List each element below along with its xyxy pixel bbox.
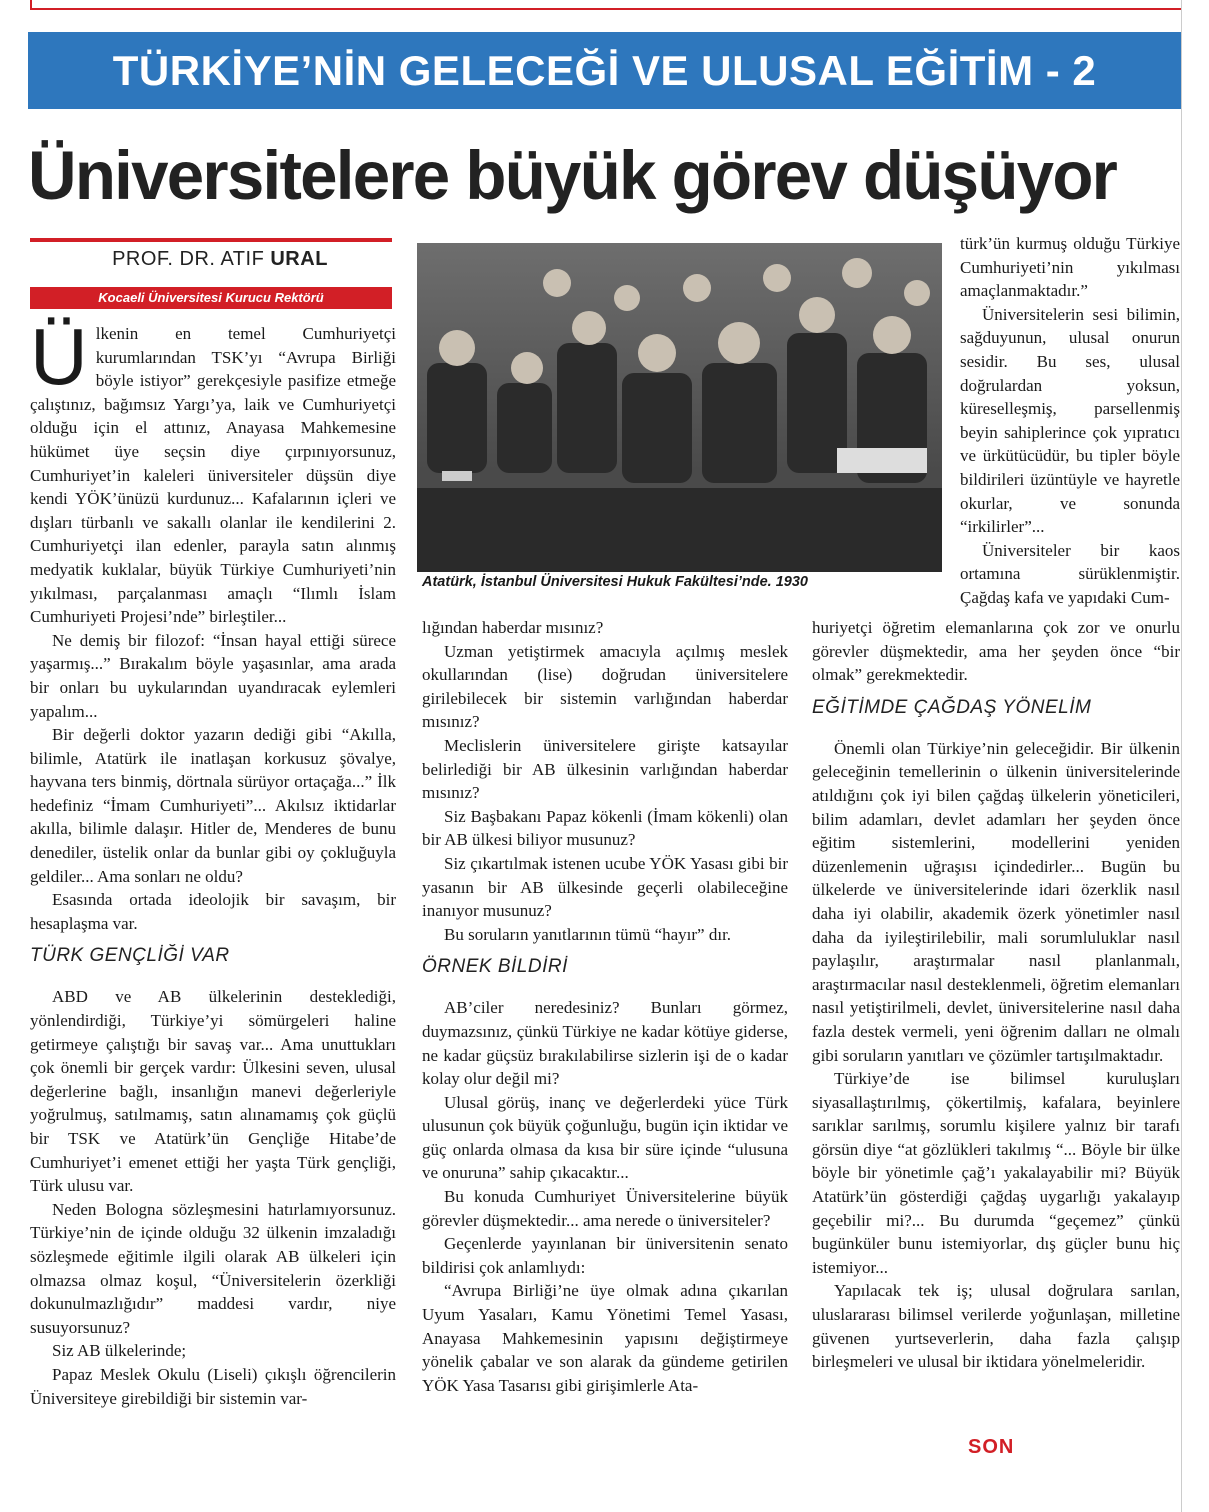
drop-cap: Ü: [30, 312, 88, 401]
byline-rule: [30, 238, 392, 242]
paragraph: Papaz Meslek Okulu (Liseli) çıkışlı öğrencilerin Üniversiteye girebildiği bir sistemin var-: [30, 1364, 396, 1408]
paragraph: Önemli olan Türkiye’nin geleceğidir. Bir ülkenin geleceğinin temellerinin o ülkenin üniversitelerinde atıldığını çok iyi bilen çağdaş ülkelerin yöneticileri, bilim adamları, devlet adamları her şeyden önce eğitim sistemlerini, modellerini yeniden düzenlemenin uğraşısı içindedirler... Bugün bu ülkelerde ve üniversitelerinde idari özerklik nasıl daha iyi olabilir, akademik özerk yönetimler nasıl daha da iyileştirilebilir, mali sorumluluklar nasıl paylaşılır, araştırmalar nasıl planlanmalı, araştırmacılar nasıl desteklenmeli, öğretim elemanları nasıl yetiştirilmeli, devlet, üniversitelerine nasıl daha fazla destek vermeli, yeni öğrenim dalları ne olmalı gibi soruların yanıtları ve çözümler tartışılmaktadır.: [812, 738, 1180, 1065]
column-1: [30, 312, 396, 1410]
subheading: ÖRNEK BİLDİRİ: [422, 956, 568, 978]
paragraph: AB’ciler neredesiniz? Bunları görmez, duymazsınız, çünkü Türkiye ne kadar kötüye giderse, ne kadar güçsüz bırakılabilirse sizlerin işi de o kadar kolay olur değil mi?: [422, 998, 788, 1089]
paragraph: Ne demiş bir filozof: “İnsan hayal ettiği sürece yaşarmış...” Bırakalım böyle yaşasınlar, ama arada bir onları bu uykularından uyandıracak eylemleri yapalım...: [30, 630, 396, 721]
paragraph: Türkiye’de ise bilimsel kuruluşları siyasallaştırılmış, çökertilmiş, kafalara, beyinlere sarıklar sarılmış, sorumlu kişilere yalnız bir tarafı görsün diye “at gözlükleri takılmış “... Böyle bir ülke böyle bir yönetimle çağ’ı yakalayabilir mi? Büyük Atatürk’ün gösterdiği çağdaş uygarlığı yakalayıp geçebilir mi?... Bu durumda “geçemez” çünkü bugünküler bunu istemiyorlar, dış güçler bunu hiç istemiyor...: [812, 1069, 1180, 1277]
paragraph: lığından haberdar mısınız?: [422, 618, 604, 637]
paragraph: Ulusal görüş, inanç ve değerlerdeki yüce Türk ulusunun çok büyük çoğunluğu, bugün için iktidar ve güç onlarda olmasa da kısa bir süre içinde “ulusuna ve onuruna” sahip çıkacaktır...: [422, 1092, 788, 1183]
column-3-top: [960, 232, 1180, 610]
paragraph: Esasında ortada ideolojik bir savaşım, bir hesaplaşma var.: [30, 890, 396, 933]
paragraph: huriyetçi öğretim elemanlarına çok zor ve onurlu görevler düşmektedir, ama her şeyden önce “bir olmak” gerekmektedir.: [812, 618, 1180, 685]
historical-photo: [417, 243, 942, 572]
paragraph: Geçenlerde yayınlanan bir üniversitenin senato bildirisi çok anlamlıydı:: [422, 1234, 788, 1277]
photo-illustration: [417, 243, 942, 572]
author-role: Kocaeli Üniversitesi Kurucu Rektörü: [30, 287, 392, 309]
column-2: [422, 616, 788, 1397]
paragraph: Siz AB ülkelerinde;: [52, 1341, 187, 1361]
paragraph: Neden Bologna sözleşmesini hatırlamıyorsunuz. Türkiye’nin de içinde olduğu 32 ülkenin imzaladığı sözleşmede eğitimle ilgili olarak AB ülkeleri için olmazsa olmaz koşul, “Üniversitelerin özerkliği dokunulmazlığıdır” maddesi vardır, niye susuyorsunuz?: [30, 1199, 396, 1337]
column-3: [812, 616, 1180, 1374]
top-frame-line: [30, 0, 1182, 10]
paragraph: Uzman yetiştirmek amacıyla açılmış meslek okullarından (lise) doğrudan üniversitelere girilebilecek bir sistemin varlığından haberdar mısınız?: [422, 641, 788, 732]
paragraph: Yapılacak tek iş; ulusal doğrulara sarılan, uluslararası bilimsel verilerde yoğunlaşan, milletine güvenen yurtseverlerin, daha fazla çalışıp birleşmeleri ve ulusal bir iktidara yönelmeleridir.: [812, 1281, 1180, 1372]
paragraph: Üniversitelerin sesi bilimin, sağduyunun, ulusal onurun sesidir. Bu ses, ulusal doğrulardan yoksun, küreselleşmiş, parsellenmiş beyin sahiplerince çok yıpratıcı ve ürkütücüdür, bu tipler böyle bildirileri üzüntüyle ve hayretle okurlar, ve sonunda “irkilirler”...: [960, 304, 1180, 537]
paragraph: Bu konuda Cumhuriyet Üniversitelerine büyük görevler düşmektedir... ama nerede o üniversiteler?: [422, 1187, 788, 1230]
paragraph: türk’ün kurmuş olduğu Türkiye Cumhuriyeti’nin yıkılması amaçlanmaktadır.”: [960, 234, 1180, 301]
author-prefix: PROF. DR. ATIF: [112, 248, 265, 270]
paragraph: Meclislerin üniversitelere girişte katsayılar belirlediği bir AB ülkesinin varlığından haberdar mısınız?: [422, 735, 788, 803]
end-mark: SON: [968, 1436, 1015, 1458]
headline: Üniversitelere büyük görev düşüyor: [28, 137, 1117, 214]
paragraph: Üniversiteler bir kaos ortamına sürüklenmiştir. Çağdaş kafa ve yapıdaki Cum-: [960, 540, 1180, 607]
series-title: TÜRKİYE’NİN GELECEĞİ VE ULUSAL EĞİTİM - 2: [112, 46, 1097, 94]
series-title-banner: [28, 32, 1181, 109]
paragraph: ABD ve AB ülkelerinin desteklediği, yönlendirdiği, Türkiye’yi sömürgeleri haline getirmeye çalıştığı bir savaş var... Ama unuttukları çok önemli bir gerçek vardır: Ülkesini seven, ulusal değerlerine bağlı, insanlığın manevi değerleriyle yoğrulmuş, satılmamış, satın alınamamış çok güçlü bir TSK ve Atatürk’ün Gençliğe Hitabe’de Cumhuriyet’i emenet ettiği her yaşta Türk gençliği, Türk ulusu var.: [30, 987, 396, 1196]
byline: [30, 248, 410, 271]
paragraph: Bu soruların yanıtlarının tümü “hayır” dır.: [444, 924, 732, 944]
lead-paragraph: Ülkenin en temel Cumhuriyetçi kurumlarından TSK’yı “Avrupa Birliği böyle istiyor” gerekçesiyle pasifize etmeğe çalıştınız, bağımsız Yargı’ya, laik ve Cumhuriyetçi olduğu için el attınız, Anayasa Mahkemesine hükümet üye seçsin diye çırpınıyorsunuz, Cumhuriyet’in kaleleri üniversiteler düşsün diye kendi YÖK’ünüzü kurdunuz... Kafalarının içleri ve dışları türbanlı ve sakallı olanlar ile kendilerini 2. Cumhuriyetçi ilan edenler, parayla satın alınmış medyatik kuklalar, büyük Türkiye Cumhuriyeti’nin yıkılması, parçalanması amaçlı “Ilımlı İslam Cumhuriyeti Projesi’nde” birleştiler...: [30, 312, 396, 627]
subheading: EĞİTİMDE ÇAĞDAŞ YÖNELİM: [812, 696, 1092, 718]
paragraph: Bir değerli doktor yazarın dediği gibi “Akılla, bilimle, Atatürk ile inatlaşan korkusuz şövalye, hayvana ters binmiş, dörtnala sürüyor ortaçağa...” İlk hedefiniz “İmam Cumhuriyeti”... Akılsız iktidarlar akılla, bilimle dalaşır. Hitler de, Menderes de bunu denediler, üstelik onlar da bunlar gibi oy çokluğuyla geldiler... Ama sonları ne oldu?: [30, 725, 396, 886]
right-margin-line: [1181, 0, 1182, 1512]
subheading: TÜRK GENÇLİĞİ VAR: [30, 945, 230, 967]
paragraph: “Avrupa Birliği’ne üye olmak adına çıkarılan Uyum Yasaları, Kamu Yönetimi Temel Yasası, Anayasa Mahkemesinin yapısını değiştirmeye yönelik çabalar ve son alarak da gündeme getirilen YÖK Yasa Tasarısı gibi girişimlerle Ata-: [422, 1281, 788, 1395]
paragraph: Siz Başbakanı Papaz kökenli (İmam kökenli) olan bir AB ülkesi biliyor musunuz?: [422, 806, 788, 850]
paragraph: Siz çıkartılmak istenen ucube YÖK Yasası gibi bir yasanın bir AB ülkesinde geçerli olabileceğine inanıyor musunuz?: [422, 853, 788, 921]
author-surname: URAL: [270, 248, 328, 270]
photo-caption: Atatürk, İstanbul Üniversitesi Hukuk Fakültesi’nde. 1930: [422, 574, 808, 590]
